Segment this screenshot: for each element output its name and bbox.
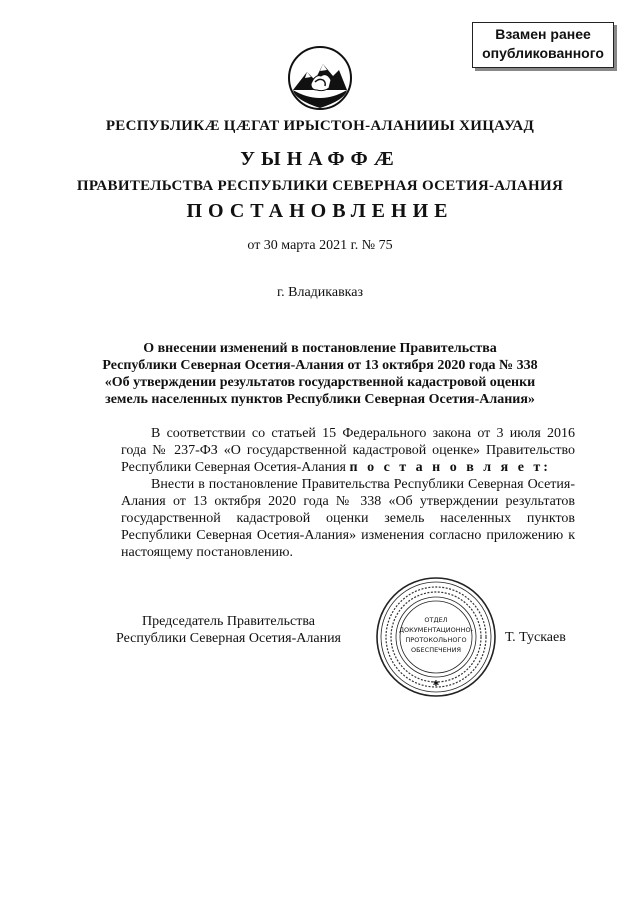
date-and-number: от 30 марта 2021 г. № 75 bbox=[247, 238, 393, 253]
title-line-1: О внесении изменений в постановление Правительства bbox=[143, 341, 497, 356]
position-line-1: Председатель Правительства bbox=[142, 614, 315, 629]
coat-of-arms-emblem bbox=[287, 44, 353, 112]
city: г. Владикавказ bbox=[276, 285, 364, 300]
seal-star-icon: ✱ bbox=[432, 679, 440, 688]
position-line-2: Республики Северная Осетия-Алания bbox=[116, 631, 341, 646]
signatory-position bbox=[116, 613, 341, 647]
title-line-2: Республики Северная Осетия-Алания от 13 октября 2020 года № 338 bbox=[102, 358, 538, 373]
stamp-line-1: Взамен ранее bbox=[495, 26, 591, 42]
title-line-4: земель населенных пунктов Республики Северная Осетия-Алания» bbox=[105, 392, 535, 407]
preamble-paragraph bbox=[121, 425, 575, 476]
seal-center-line-3: ПРОТОКОЛЬНОГО bbox=[405, 636, 467, 644]
resolution-paragraph: Внести в постановление Правительства Республики Северная Осетия-Алания от 13 октября 2020 года № 338 «Об утверждении результатов государственной кадастровой оценки земель населенных пунктов Республики Северная Осетия-Алания» изменения согласно приложению к настоящему постановлению. bbox=[121, 477, 575, 560]
signatory-name: Т. Тускаев bbox=[505, 630, 566, 645]
document-title bbox=[100, 340, 540, 408]
stamp-line-2: опубликованного bbox=[482, 45, 604, 61]
preamble-text: В соответствии со статьей 15 Федерального закона от 3 июля 2016 года № 237-ФЗ «О государственной кадастровой оценке» Правительство Республики Северная Осетия-Алания bbox=[121, 426, 575, 475]
ossetian-republic-heading: РЕСПУБЛИКӔ ЦӔГАТ ИРЫСТОН-АЛАНИИЫ ХИЦАУАД bbox=[105, 118, 535, 134]
official-seal bbox=[375, 576, 497, 698]
government-heading: ПРАВИТЕЛЬСТВА РЕСПУБЛИКИ СЕВЕРНАЯ ОСЕТИЯ-АЛАНИЯ bbox=[76, 178, 564, 194]
ossetian-document-type: УЫНАФФӔ bbox=[240, 148, 400, 170]
seal-center-line-2: ДОКУМЕНТАЦИОННО- bbox=[398, 626, 474, 634]
title-line-3: «Об утверждении результатов государственной кадастровой оценки bbox=[104, 375, 536, 390]
replacement-stamp bbox=[472, 22, 614, 68]
decree-word: п о с т а н о в л я е т: bbox=[349, 460, 551, 475]
seal-center-line-4: ОБЕСПЕЧЕНИЯ bbox=[410, 646, 462, 654]
seal-center-line-1: ОТДЕЛ bbox=[424, 616, 448, 624]
document-type-heading: ПОСТАНОВЛЕНИЕ bbox=[186, 200, 454, 222]
